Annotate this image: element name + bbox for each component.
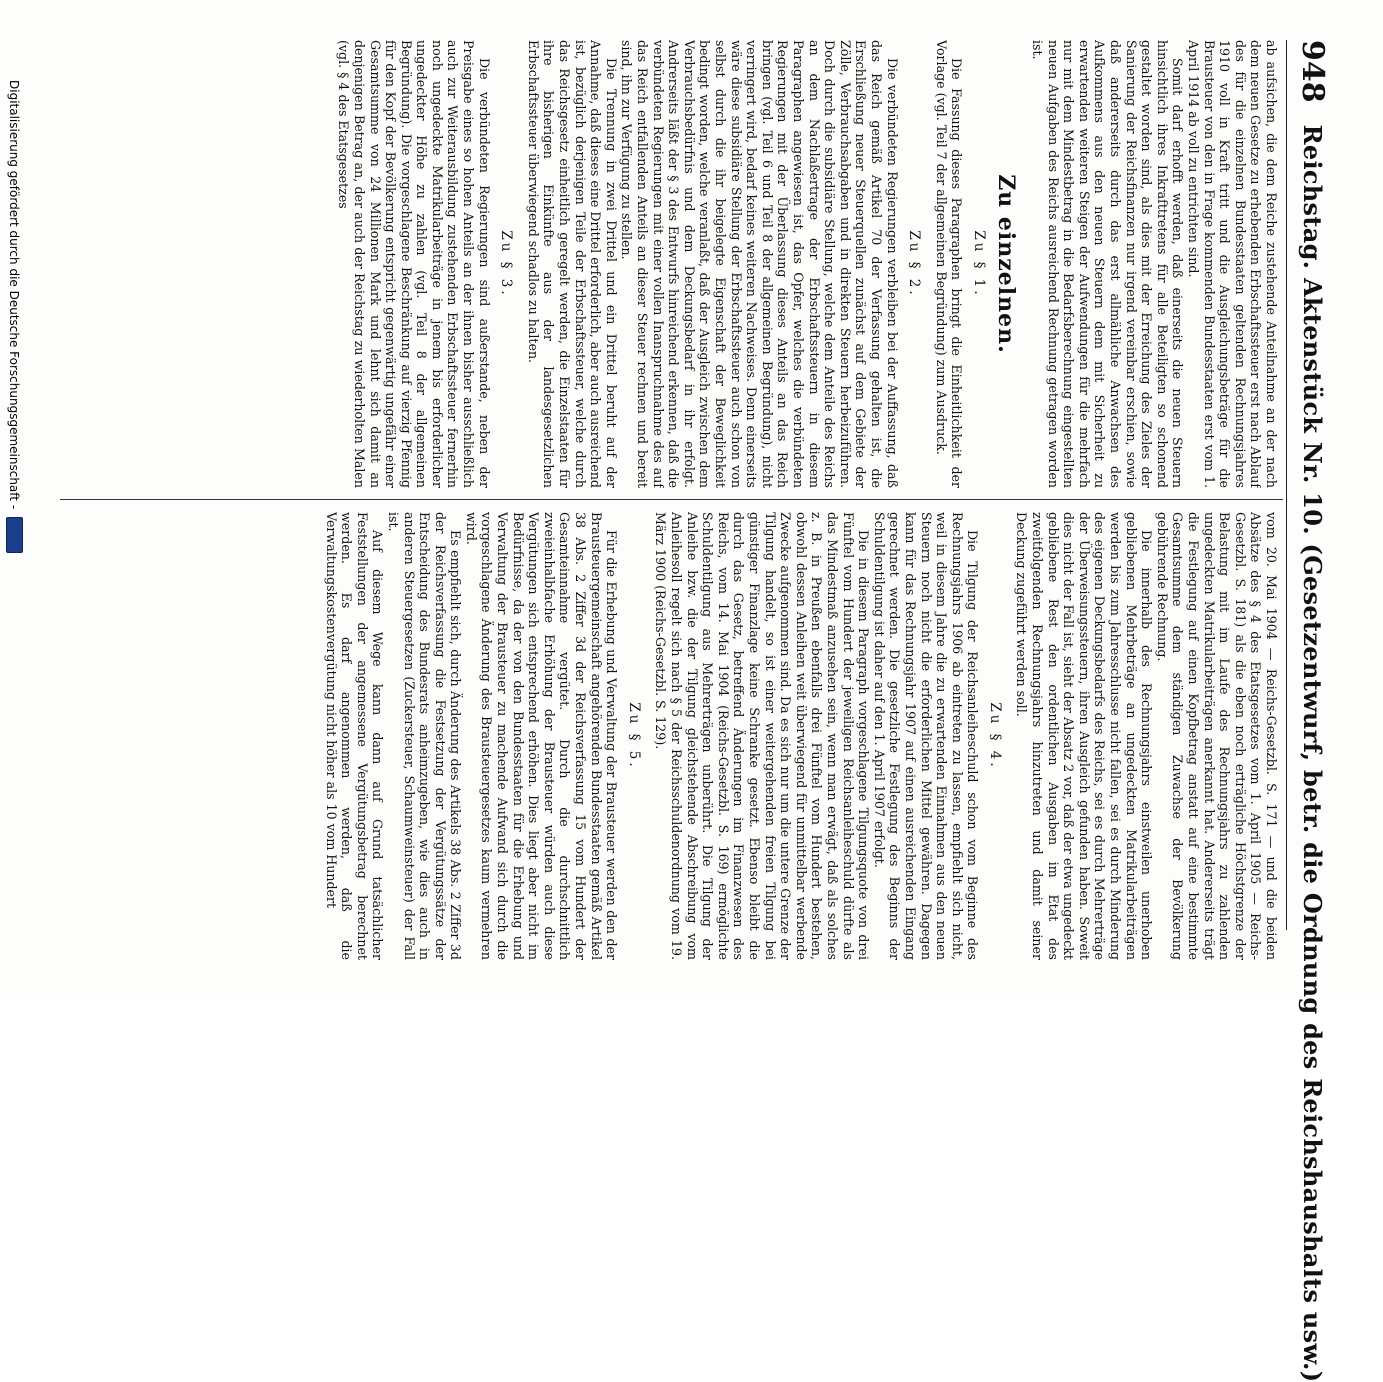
- dfg-logo-icon: [6, 517, 23, 553]
- section-heading: Zu § 5.: [625, 702, 642, 770]
- paragraph: Die Tilgung der Reichsanleiheschuld schon vom Beginne des Rechnungsjahrs 1906 ab eintreten zu lassen, empfiehlt sich nicht, weil in diesem Jahre die zu erwartenden Einnahmen aus den neuen Steuern noch nicht die erforderlichen Mittel gewähren. Dagegen kann für das Rechnungsjahr 1907 auf einen ausreichenden Eingang gerechnet werden. Die gesetzliche Festlegung des Beginns der Schuldentilgung ist daher auf den 1. April 1907 erfolgt.: [871, 512, 981, 960]
- paragraph: Die Fassung dieses Paragraphen bringt die Einheitlichkeit der Vorlage (vgl. Teil 7 der allgemeinen Begründung) zum Ausdruck.: [933, 40, 965, 488]
- left-column: [60, 40, 1279, 488]
- section-heading-main: Zu einzelnen.: [993, 174, 1020, 354]
- header-rule: [1286, 40, 1287, 930]
- section-heading: Zu § 4.: [986, 702, 1003, 770]
- paragraph: Die innerhalb des Rechnungsjahrs einstweilen unerhoben gebliebenen Mehrbeträge an ungedeckten Matrikularbeiträgen werden bis zum Jahresschlusse nicht fallen, sei es durch Minderung des eigenen Deckungsbedarfs des Reichs, sei es durch Mehrerträge der Überweisungssteuern, ihren Ausgleich gefunden haben. Soweit dies nicht der Fall ist, sieht der Absatz 2 vor, daß der etwa ungedeckt gebliebene Rest den ordentlichen Ausgaben im Etat des zweitfolgenden Rechnungsjahrs hinzutreten und damit seiner Deckung zugeführt werden soll.: [1014, 512, 1155, 960]
- credit-text: Digitalisierung gefördert durch die Deutsche Forschungsgemeinschaft -: [7, 80, 22, 510]
- running-head: Reichstag. Aktenstück Nr. 10. (Gesetzentwurf, betr. die Ordnung des Reichshaushalts usw.): [1298, 124, 1328, 1382]
- paragraph: Somit darf erhofft werden, daß einerseits die neuen Steuern hinsichtlich ihres Inkrafttretens für alle Beteiligten so schonend gestaltet worden sind, als dies mit der Erreichung des Zieles der Sanierung der Reichsfinanzen nur irgend vereinbar erschien, sowie daß andererseits durch das erst allmähliche Anwachsen des Aufkommens aus den neuen Steuern dem mit Sicherheit zu erwartenden weiteren Steigen der Aufwendungen für die mehrfach nur mit dem Mindestbetrag in die Bedarfsberechnung eingestellten neuen Aufgaben des Reichs ausreichend Rechnung getragen worden ist.: [1030, 40, 1186, 488]
- paragraph: ab aufsichen, die dem Reiche zustehende Anteilnahme an der nach dem neuen Gesetze zu erhebenden Erbschaftssteuer erst nach Ablauf des für die einzelnen Bundesstaaten geltenden Rechnungsjahres 1910 voll in Kraft tritt und die Ausgleichungsbeträge für die Brausteuer von den in Frage kommenden Bundesstaaten erst vom 1. April 1914 ab voll zu entrichten sind.: [1186, 40, 1279, 488]
- paragraph: Die verbündeten Regierungen verbleiben bei der Auffassung, daß das Reich gemäß Artikel 70 der Verfassung gehalten ist, die Erschließung neuer Steuerquellen zunächst auf dem Gebiete der Zölle, Verbrauchsabgaben und in direkten Steuern herbeizuführen. Doch durch die subsidiäre Stellung, welche dem Anteile des Reichs an dem Nachlaßertrage der Erbschaftssteuern in diesem Paragraphen angewiesen ist, das Opfer, welches die verbündeten Regierungen mit der Überlassung dieses Anteils an das Reich bringen (vgl. Teil 6 und Teil 8 der allgemeinen Begründung), nicht verringert wird, bedarf keines weiteren Nachweises. Denn einerseits wäre diese subsidiäre Stellung der Erbschaftssteuer auch schon von selbst durch die ihr beigelegte Eigenschaft der Beweglichkeit bedingt worden, welche veranlaßt, daß der Ausgleich zwischen dem Verbrauchsbedürfnis und dem Deckungsbedarf in ihr erfolgt. Andrerseits läßt der § 3 des Entwurfs hinreichend erkennen, daß die verbündeten Regierungen mit einer vollen Inanspruchnahme des auf das Reich entfallenden Anteils an dieser Steuer rechnen und bereit sind, ihn zur Verfügung zu stellen.: [619, 40, 900, 488]
- paragraph: Für die Erhebung und Verwaltung der Brausteuer werden den der Brausteuergemeinschaft angehörenden Bundesstaaten gemäß Artikel 38 Abs. 2 Ziffer 3d der Reichsverfassung 15 vom Hundert der Gesamteinnahme vergütet. Durch die durchschnittlich zweieinhalbfache Erhöhung der Brausteuer würden auch diese Vergütungen sich entsprechend erhöhen. Dies liegt aber nicht im Bedürfnisse, da der von den Bundesstaaten für die Erhebung und Verwaltung der Brausteuer zu machende Aufwand sich durch die vorgeschlagene Änderung des Brausteuergesetzes kaum vermehren wird.: [463, 512, 620, 960]
- paragraph: Die Trennung in zwei Drittel und ein Drittel beruht auf der Annahme, daß dieses eine Drittel erforderlich, aber auch ausreichend ist, bezüglich derjenigen Teile der Erbschaftssteuer, welche durch das Reichsgesetz einheitlich geregelt werden, die Einzelstaaten für ihre bisherigen Einkünfte aus der landesgesetzlichen Erbschaftssteuer überwiegend schadlos zu halten.: [525, 40, 619, 488]
- page-header: [1291, 40, 1335, 1382]
- section-heading: Zu § 1.: [970, 230, 987, 298]
- paragraph: Es empfiehlt sich, durch Änderung des Artikels 38 Abs. 2 Ziffer 3d der Reichsverfassung die Festsetzung der Vergütungssätze der Entscheidung des Bundesrats anheimzugeben, wie dies auch in anderen Steuergesetzen (Zuckersteuer, Schaumweinsteuer) der Fall ist.: [385, 512, 464, 960]
- section-heading: Zu § 3.: [498, 230, 515, 298]
- paragraph: vom 20. Mai 1904 — Reichs-Gesetzbl. S. 171 — und die beiden Absätze des § 4 des Etatsgesetzes vom 1. April 1905 — Reichs-Gesetzbl. S. 181) als die eben noch erträgliche Höchstgrenze der Belastung mit im Laufe des Rechnungsjahrs zu zahlenden ungedeckten Matrikularbeiträgen anerkannt hat. Andererseits trägt die Festlegung auf einen Kopfbetrag anstatt auf eine bestimmte Gesamtsumme dem ständigen Zuwachse der Bevölkerung gebührende Rechnung.: [1154, 512, 1279, 960]
- section-heading: Zu § 2.: [906, 230, 923, 298]
- column-divider: [60, 499, 1283, 500]
- paragraph: Die verbündeten Regierungen sind außerstande, neben der Preisgabe eines so hohen Anteils an der ihnen bisher ausschließlich auch zur Weiterausbildung zustehenden Erbschaftssteuer fernerhin noch ungedeckte Matrikularbeiträge in jenem bis erforderlicher ungedeckter Höhe zu zahlen (vgl. Teil 8 der allgemeinen Begründung). Die vorgeschlagene Beschränkung auf vierzig Pfennig für den Kopf der Bevölkerung entspricht gegenwärtig ungefähr einer Gesamtsumme von 24 Millionen Mark und lehnt sich damit an denjenigen Betrag an, der auch der Reichstag zu wiederholten Malen (vgl. § 4 des Etatsgesetzes: [336, 40, 492, 488]
- page-number: 948: [1295, 40, 1331, 103]
- paragraph: Die in diesem Paragraph vorgeschlagene Tilgungsquote von drei Fünftel vom Hundert der jeweiligen Reichsanleiheschuld dürfte als das Mindestmaß anzusehen sein, wenn man erwägt, daß als solches z. B. in Preußen ebenfalls drei Fünftel vom Hundert bestehen, obwohl dessen Anleihen weit überwiegend für unmittelbar werbende Zwecke aufgenommen sind. Da es sich nur um die untere Grenze der Tilgung handelt, so ist einer weitergehenden freien Tilgung bei günstiger Finanzlage keine Schranke gesetzt. Ebenso bleibt die durch das Gesetz, betreffend Änderungen im Finanzwesen des Reichs, vom 14. Mai 1904 (Reichs-Gesetzbl. S. 169) ermöglichte Schuldentilgung aus Mehrerträgen unberührt. Die Tilgung der Anleihe bzw. die der Tilgung gleichstehende Abschreibung vom Anleihesoll regelt sich nach § 5 der Reichsschuldenordnung vom 19. März 1900 (Reichs-Gesetzbl. S. 129).: [653, 512, 872, 960]
- digitization-credit: [6, 80, 23, 553]
- paragraph: Auf diesem Wege kann dann auf Grund tatsächlicher Feststellungen der angemessene Vergütungsbetrag berechnet werden. Es darf angenommen werden, daß die Verwaltungskostenvergütung nicht höher als 10 vom Hundert: [323, 512, 386, 960]
- right-column: [60, 512, 1279, 960]
